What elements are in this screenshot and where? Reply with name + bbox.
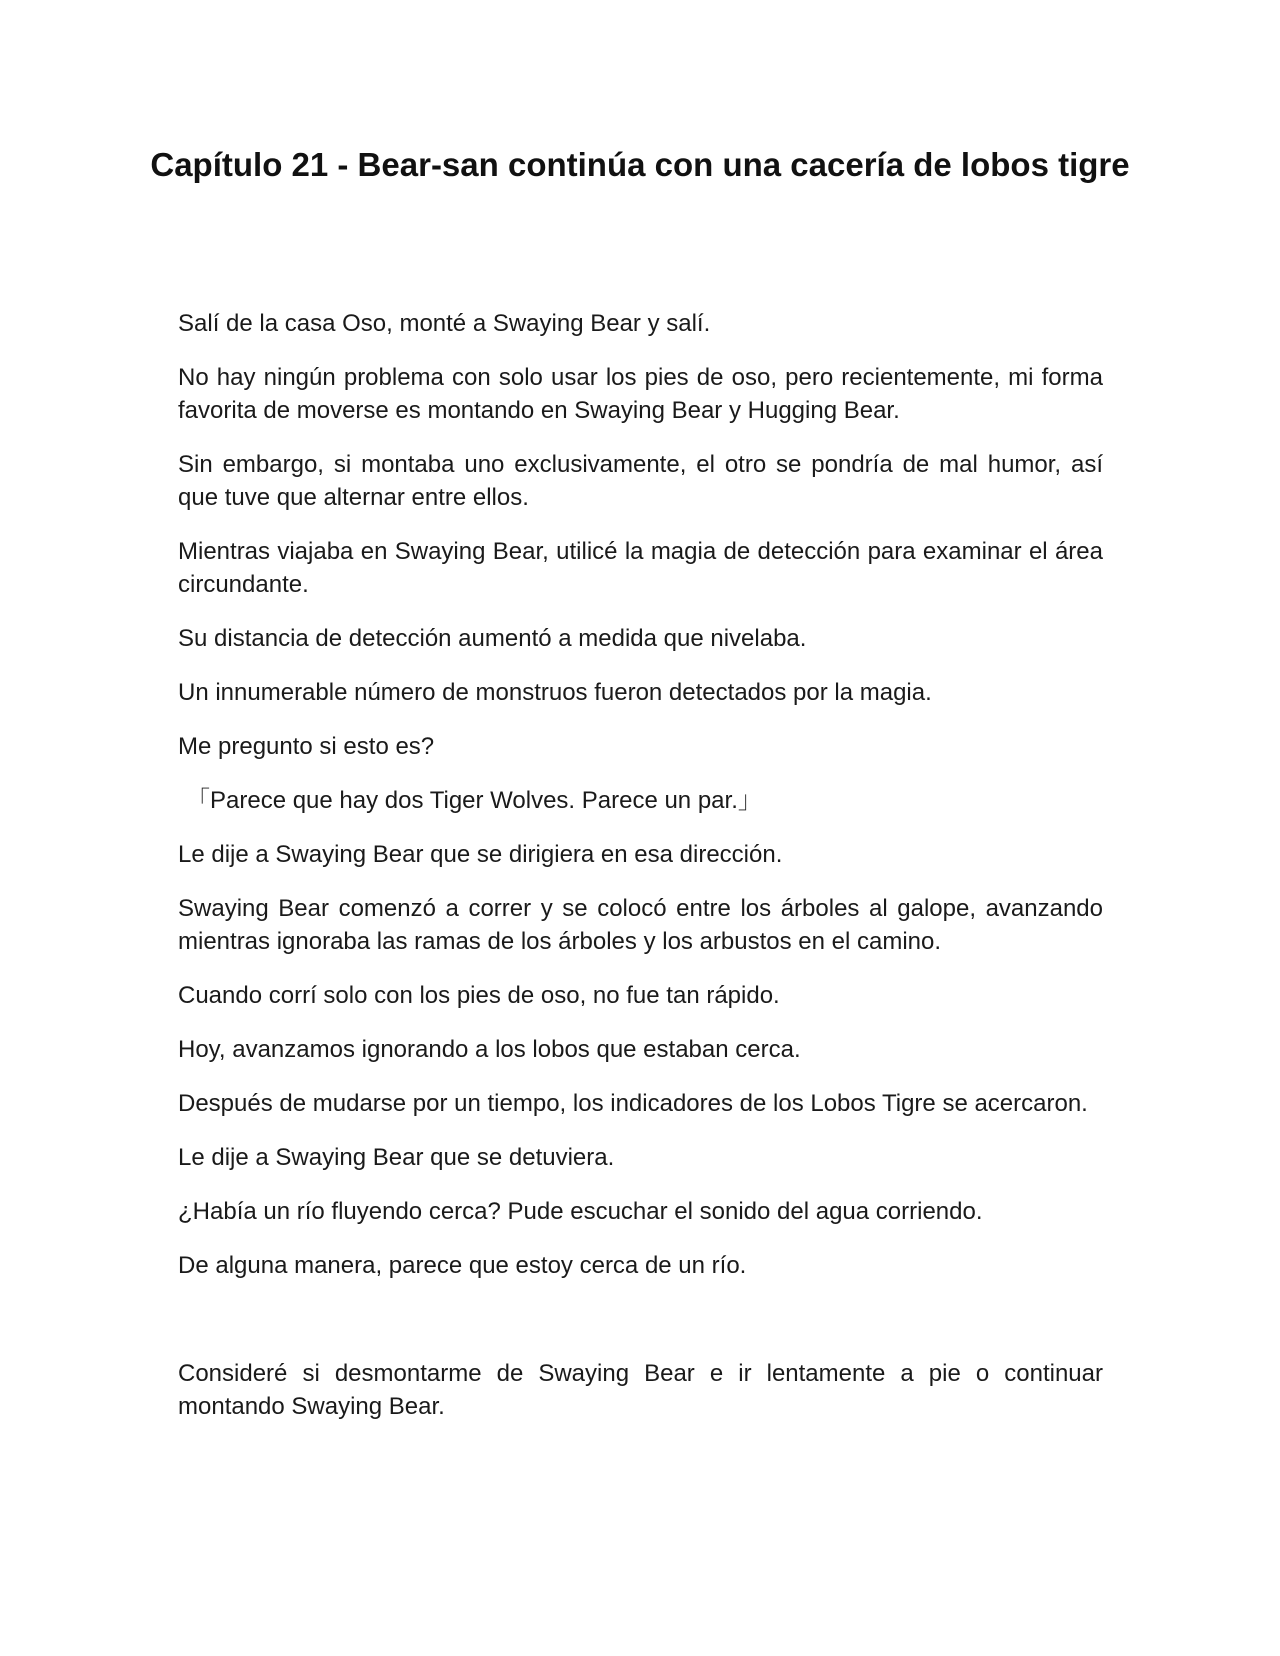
paragraph: Consideré si desmontarme de Swaying Bear e ir lentamente a pie o continuar montando Swaying Bear. xyxy=(178,1360,1103,1420)
dialogue-line: 「Parece que hay dos Tiger Wolves. Parece un par.」 xyxy=(186,787,762,814)
paragraph: Me pregunto si esto es? xyxy=(178,733,435,760)
paragraph: Cuando corrí solo con los pies de oso, no fue tan rápido. xyxy=(178,982,780,1009)
paragraph: Mientras viajaba en Swaying Bear, utilicé la magia de detección para examinar el área circundante. xyxy=(178,538,1103,598)
paragraph: Le dije a Swaying Bear que se detuviera. xyxy=(178,1144,615,1171)
paragraph: No hay ningún problema con solo usar los pies de oso, pero recientemente, mi forma favorita de moverse es montando en Swaying Bear y Hugging Bear. xyxy=(178,364,1103,424)
paragraph: De alguna manera, parece que estoy cerca de un río. xyxy=(178,1252,747,1279)
paragraph: Le dije a Swaying Bear que se dirigiera en esa dirección. xyxy=(178,841,783,868)
paragraph: Un innumerable número de monstruos fueron detectados por la magia. xyxy=(178,679,932,706)
paragraph: Hoy, avanzamos ignorando a los lobos que estaban cerca. xyxy=(178,1036,801,1063)
chapter-body xyxy=(178,307,1103,1444)
paragraph: Después de mudarse por un tiempo, los indicadores de los Lobos Tigre se acercaron. xyxy=(178,1090,1088,1117)
paragraph: Sin embargo, si montaba uno exclusivamente, el otro se pondría de mal humor, así que tuve que alternar entre ellos. xyxy=(178,451,1103,511)
paragraph: Salí de la casa Oso, monté a Swaying Bear y salí. xyxy=(178,310,711,337)
paragraph: Su distancia de detección aumentó a medida que nivelaba. xyxy=(178,625,807,652)
chapter-title: Capítulo 21 - Bear-san continúa con una cacería de lobos tigre xyxy=(150,146,1130,183)
paragraph: ¿Había un río fluyendo cerca? Pude escuchar el sonido del agua corriendo. xyxy=(178,1198,983,1225)
paragraph: Swaying Bear comenzó a correr y se colocó entre los árboles al galope, avanzando mientras ignoraba las ramas de los árboles y los arbustos en el camino. xyxy=(178,895,1103,955)
section-gap xyxy=(178,1303,1103,1357)
